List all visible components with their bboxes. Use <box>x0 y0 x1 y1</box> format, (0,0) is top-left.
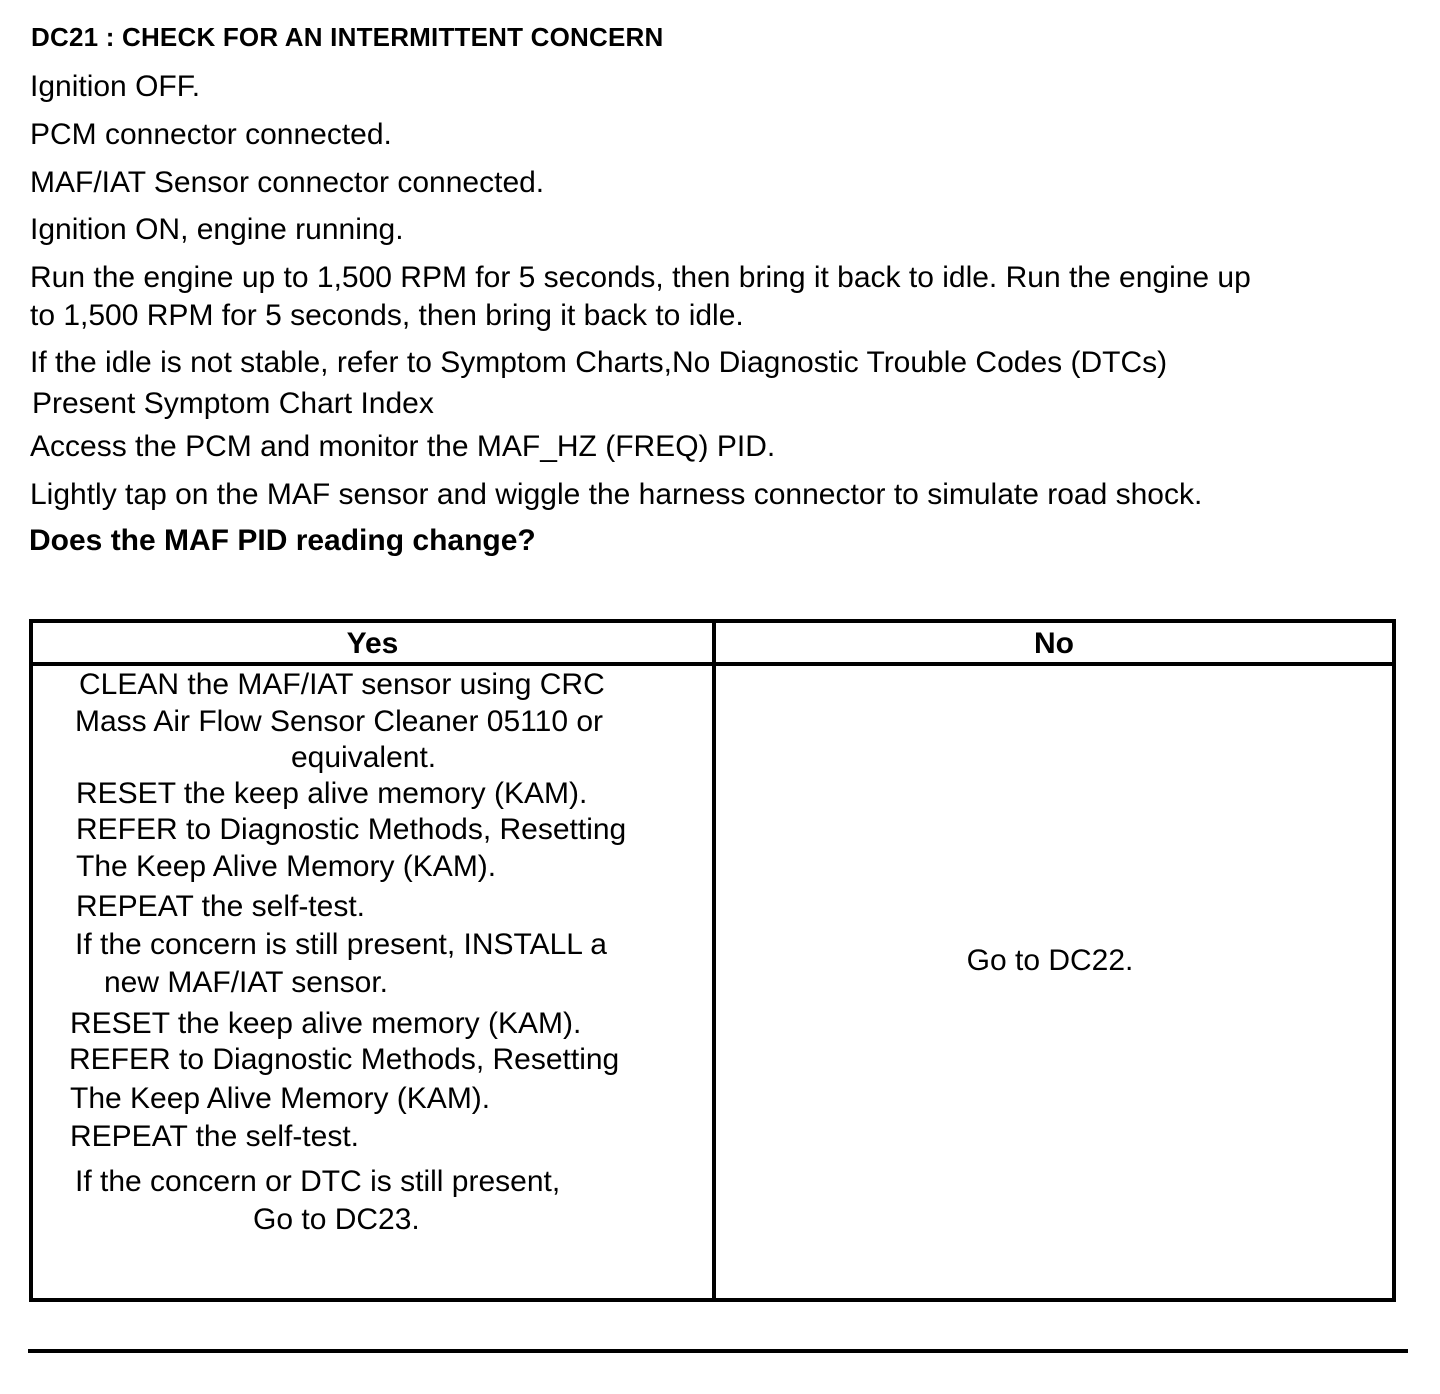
yes-line: REPEAT the self-test. <box>76 890 365 923</box>
step-run-engine-line1: Run the engine up to 1,500 RPM for 5 seconds, then bring it back to idle. Run the engine up <box>30 261 1251 294</box>
yes-line: RESET the keep alive memory (KAM). <box>70 1007 582 1040</box>
yes-line: equivalent. <box>291 741 437 774</box>
step-tap-sensor: Lightly tap on the MAF sensor and wiggle the harness connector to simulate road shock. <box>30 478 1203 511</box>
no-cell-text: Go to DC22. <box>966 944 1134 977</box>
yes-line: The Keep Alive Memory (KAM). <box>70 1082 491 1115</box>
yes-line: new MAF/IAT sensor. <box>104 966 388 999</box>
yes-line: The Keep Alive Memory (KAM). <box>76 850 497 883</box>
step-ignition-off: Ignition OFF. <box>30 70 201 103</box>
yes-line: CLEAN the MAF/IAT sensor using CRC <box>79 668 605 701</box>
step-ignition-on: Ignition ON, engine running. <box>30 213 404 246</box>
yes-line: RESET the keep alive memory (KAM). <box>76 777 588 810</box>
step-monitor-pid: Access the PCM and monitor the MAF_HZ (FREQ) PID. <box>30 430 776 463</box>
step-pcm-connector: PCM connector connected. <box>30 118 392 151</box>
yes-line: If the concern is still present, INSTALL a <box>75 928 607 961</box>
step-run-engine-line2: to 1,500 RPM for 5 seconds, then bring it back to idle. <box>30 299 744 332</box>
diagnostic-question: Does the MAF PID reading change? <box>29 524 536 557</box>
no-header: No <box>1034 627 1074 660</box>
yes-line: REPEAT the self-test. <box>70 1120 359 1153</box>
step-maf-connector: MAF/IAT Sensor connector connected. <box>30 166 545 199</box>
header-divider <box>33 662 1392 666</box>
yes-line: Go to DC23. <box>253 1203 420 1236</box>
bottom-rule <box>28 1349 1408 1353</box>
procedure-heading: DC21 : CHECK FOR AN INTERMITTENT CONCERN <box>31 22 664 52</box>
yes-header: Yes <box>346 627 399 660</box>
step-idle-check-line2: Present Symptom Chart Index <box>32 387 434 420</box>
yes-line: If the concern or DTC is still present, <box>75 1165 561 1198</box>
yes-line: Mass Air Flow Sensor Cleaner 05110 or <box>75 705 604 738</box>
yes-line: REFER to Diagnostic Methods, Resetting <box>69 1043 620 1076</box>
yes-line: REFER to Diagnostic Methods, Resetting <box>76 813 627 846</box>
step-idle-check-line1: If the idle is not stable, refer to Symptom Charts,No Diagnostic Trouble Codes (DTCs) <box>30 346 1168 379</box>
